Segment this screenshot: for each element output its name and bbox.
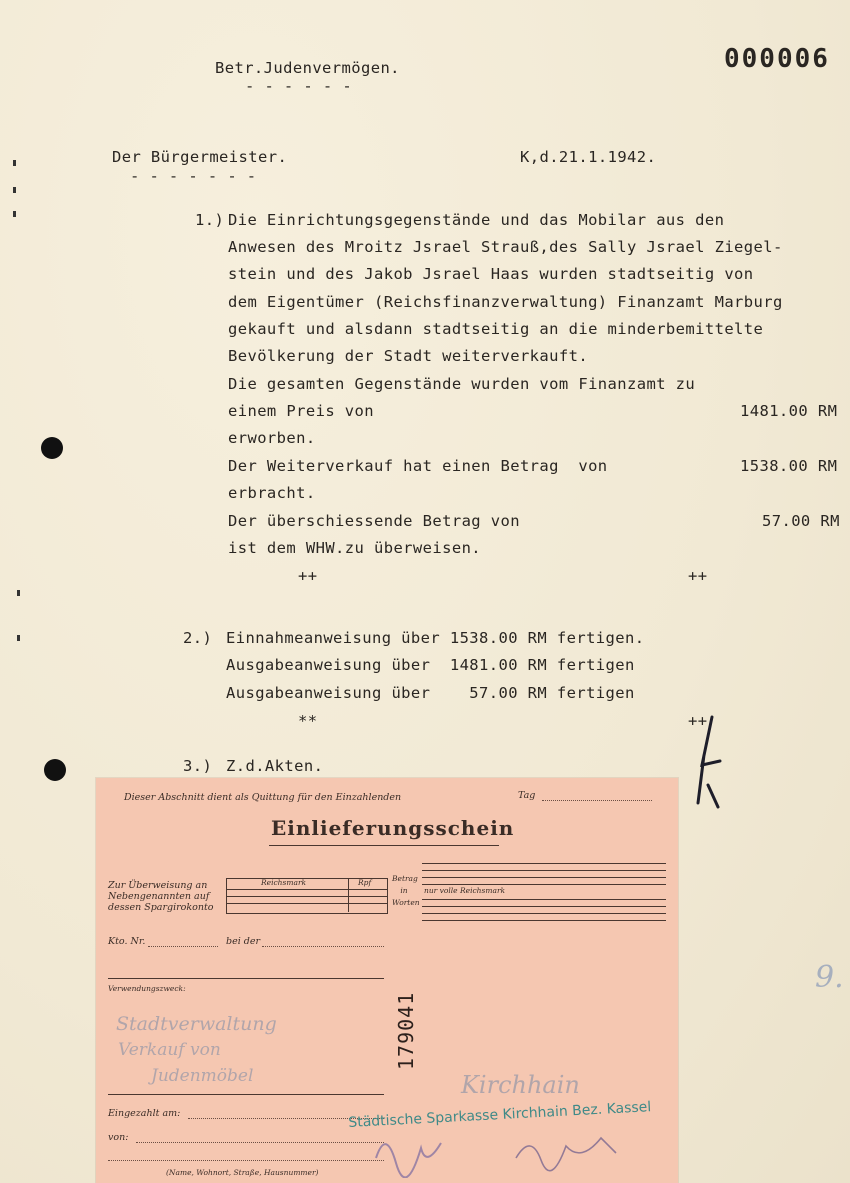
marks-right-2: ++ — [688, 712, 708, 730]
rule — [422, 877, 666, 878]
subject-underline: - - - - - - — [245, 77, 353, 95]
rule — [422, 863, 666, 864]
margin-mark — [17, 635, 20, 641]
section-3-text: Z.d.Akten. — [226, 757, 324, 775]
sender: Der Bürgermeister. — [112, 148, 288, 166]
section-1-line: dem Eigentümer (Reichsfinanzverwaltung) Finanzamt Marburg — [228, 293, 783, 311]
section-1-line: gekauft und alsdann stadtseitig an die minderbemittelte — [228, 320, 764, 338]
place-date: K,d.21.1.1942. — [520, 148, 657, 166]
subject-line: Betr.Judenvermögen. — [215, 59, 400, 77]
rule — [226, 889, 388, 890]
marks-left-1: ++ — [298, 567, 318, 585]
tag-line — [542, 800, 652, 801]
section-1-line: Die Einrichtungsgegenstände und das Mobilar aus den — [228, 211, 725, 229]
handwriting-line-3: Judenmöbel — [151, 1066, 254, 1086]
only-full-label: nur volle Reichsmark — [424, 886, 506, 895]
section-3-number: 3.) — [183, 757, 213, 775]
transfer-label-3: dessen Spargirokonto — [108, 902, 214, 913]
rule — [108, 1094, 384, 1095]
receipt-note: Dieser Abschnitt dient als Quittung für den Einzahlenden — [124, 792, 402, 803]
tag-label: Tag — [518, 790, 536, 801]
punch-hole-top — [41, 437, 63, 459]
deposit-slip — [96, 778, 678, 1183]
sender-underline: - - - - - - - — [130, 167, 257, 185]
rule — [226, 903, 388, 904]
section-2-line: Ausgabeanweisung über 57.00 RM fertigen — [226, 684, 635, 702]
title-underline — [269, 845, 499, 846]
von-line[interactable] — [136, 1142, 384, 1143]
signatures-icon — [366, 1118, 646, 1178]
initials-signature-icon — [690, 715, 730, 810]
verwendung-label: Verwendungszweck: — [108, 984, 186, 993]
amount-divider — [348, 878, 349, 912]
punch-hole-bottom — [44, 759, 66, 781]
section-1-line: Bevölkerung der Stadt weiterverkauft. — [228, 347, 589, 365]
handwriting-line-2: Verkauf von — [118, 1040, 221, 1060]
marks-left-2: ** — [298, 712, 318, 730]
transfer-text: ist dem WHW.zu überweisen. — [228, 539, 482, 557]
rule — [422, 920, 666, 921]
section-1-line: Die gesamten Gegenstände wurden vom Finanzamt zu — [228, 375, 696, 393]
transfer-label-2: Nebengenannten auf — [108, 891, 210, 902]
achieved-text: erbracht. — [228, 484, 316, 502]
margin-mark — [13, 187, 16, 193]
margin-mark — [17, 590, 20, 596]
eingezahlt-label: Eingezahlt am: — [108, 1108, 181, 1119]
margin-mark — [13, 160, 16, 166]
acquired-text: erworben. — [228, 429, 316, 447]
rule — [422, 913, 666, 914]
marks-right-1: ++ — [688, 567, 708, 585]
section-2-number: 2.) — [183, 629, 213, 647]
transfer-label-1: Zur Überweisung an — [108, 880, 208, 891]
bank-stamp: Städtische Sparkasse Kirchhain Bez. Kassel — [348, 1099, 652, 1131]
rpf-label: Rpf — [358, 878, 372, 887]
betrag-label-2: in — [400, 886, 408, 895]
margin-note: 9. — [815, 960, 844, 995]
von-line-2[interactable] — [108, 1160, 384, 1161]
rule — [108, 978, 384, 979]
section-2-line: Ausgabeanweisung über 1481.00 RM fertigen — [226, 656, 635, 674]
section-2-line: Einnahmeanweisung über 1538.00 RM fertigen. — [226, 629, 645, 647]
section-1-line: stein und des Jakob Jsrael Haas wurden stadtseitig von — [228, 265, 754, 283]
resale-label: Der Weiterverkauf hat einen Betrag von — [228, 457, 608, 475]
section-1-number: 1.) — [195, 211, 225, 229]
von-label: von: — [108, 1132, 129, 1143]
bei-der-label: bei der — [226, 936, 261, 947]
surplus-label: Der überschiessende Betrag von — [228, 512, 520, 530]
betrag-label-1: Betrag — [392, 874, 418, 883]
slip-title: Einlieferungsschein — [271, 816, 515, 840]
slip-serial-number: 179041 — [394, 991, 418, 1070]
rule — [422, 870, 666, 871]
bei-der-line[interactable] — [262, 946, 384, 947]
kto-label: Kto. Nr. — [108, 936, 146, 947]
reichsmark-label: Reichsmark — [261, 878, 307, 887]
rule — [422, 899, 666, 900]
margin-mark — [13, 211, 16, 217]
rule — [422, 884, 666, 885]
name-note: (Name, Wohnort, Straße, Hausnummer) — [166, 1168, 319, 1177]
handwriting-line-1: Stadtverwaltung — [116, 1013, 277, 1035]
document-number: 000006 — [724, 44, 830, 74]
resale-value: 1538.00 RM — [740, 457, 838, 475]
kto-line[interactable] — [148, 946, 218, 947]
rule — [226, 896, 388, 897]
price-value: 1481.00 RM — [740, 402, 838, 420]
surplus-value: 57.00 RM — [762, 512, 840, 530]
handwriting-place: Kirchhain — [461, 1071, 580, 1099]
betrag-label-3: Worten — [392, 898, 420, 907]
price-label: einem Preis von — [228, 402, 374, 420]
section-1-line: Anwesen des Mroitz Jsrael Strauß,des Sally Jsrael Ziegel- — [228, 238, 783, 256]
rule — [422, 906, 666, 907]
